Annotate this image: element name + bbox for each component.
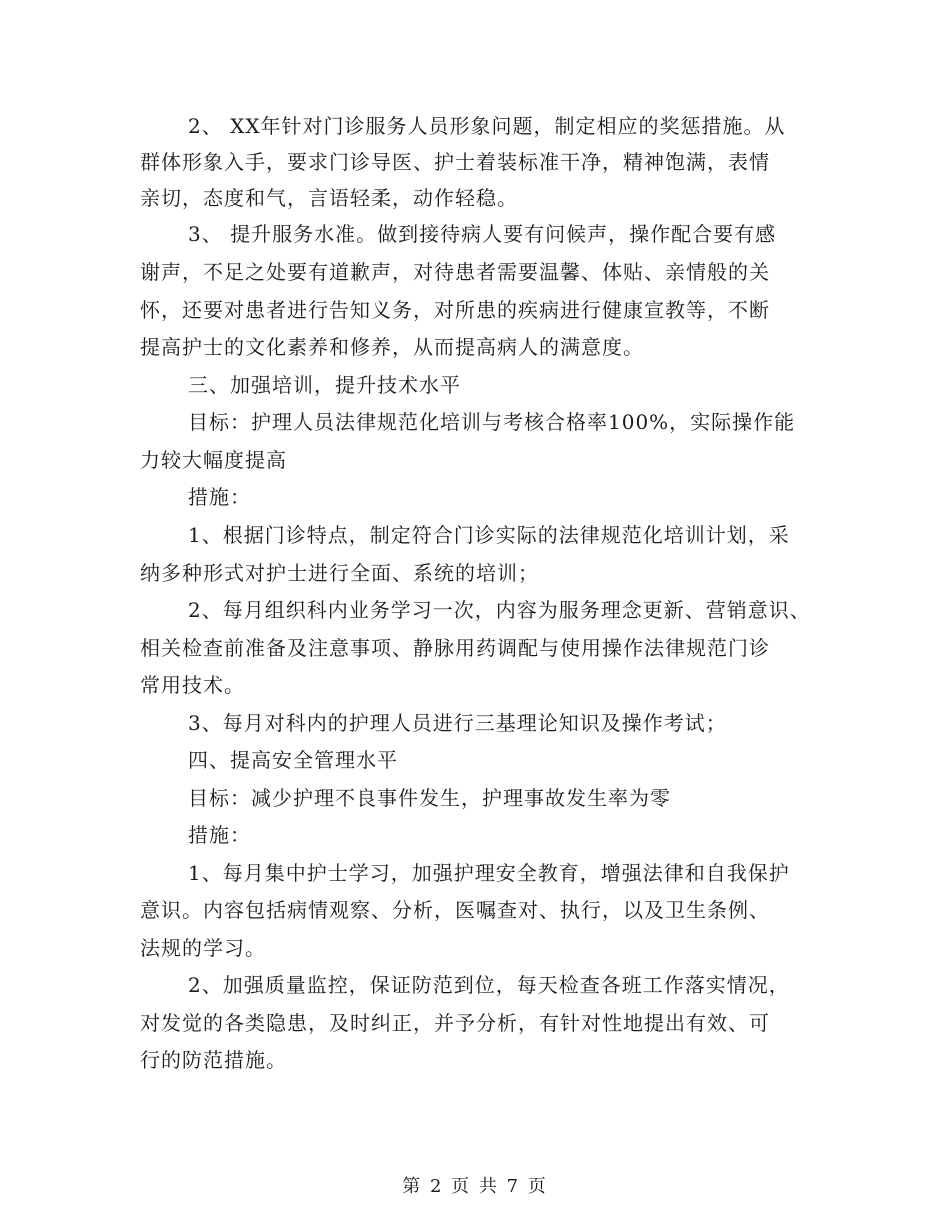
text-line: 怀，还要对患者进行告知义务，对所患的疾病进行健康宣教等，不断 xyxy=(140,298,770,322)
text-line: 3、 提升服务水准。做到接待病人要有问候声，操作配合要有感 xyxy=(188,222,777,246)
text-line: 1、根据门诊特点，制定符合门诊实际的法律规范化培训计划，采 xyxy=(188,523,790,547)
page-number-footer: 第 2 页 共 7 页 xyxy=(402,1176,548,1197)
text-line: 亲切，态度和气，言语轻柔，动作轻稳。 xyxy=(140,186,518,210)
text-line: 行的防范措施。 xyxy=(140,1048,287,1072)
text-line: 群体形象入手，要求门诊导医、护士着装标准干净，精神饱满，表情 xyxy=(140,150,770,174)
text-line: 对发觉的各类隐患，及时纠正，并予分析，有针对性地提出有效、可 xyxy=(140,1011,770,1035)
text-line: 意识。内容包括病情观察、分析，医嘱查对、执行，以及卫生条例、 xyxy=(140,898,770,922)
text-line: 相关检查前准备及注意事项、静脉用药调配与使用操作法律规范门诊 xyxy=(140,636,770,660)
text-line: 常用技术。 xyxy=(140,673,245,697)
text-line: 2、每月组织科内业务学习一次，内容为服务理念更新、营销意识、 xyxy=(188,598,811,622)
text-line: 3、每月对科内的护理人员进行三基理论知识及操作考试； xyxy=(188,711,727,735)
text-line: 2、 XX年针对门诊服务人员形象问题，制定相应的奖惩措施。从 xyxy=(188,114,786,138)
text-line: 谢声，不足之处要有道歉声，对待患者需要温馨、体贴、亲情般的关 xyxy=(140,260,770,284)
text-line: 目标：护理人员法律规范化培训与考核合格率100%，实际操作能 xyxy=(188,410,796,434)
text-line: 1、每月集中护士学习，加强护理安全教育，增强法律和自我保护 xyxy=(188,861,790,885)
text-line: 纳多种形式对护士进行全面、系统的培训； xyxy=(140,561,539,585)
section-heading: 四、提高安全管理水平 xyxy=(188,748,398,772)
text-line: 2、加强质量监控，保证防范到位，每天检查各班工作落实情况， xyxy=(188,973,790,997)
text-line: 措施： xyxy=(188,823,251,847)
text-line: 目标：减少护理不良事件发生，护理事故发生率为零 xyxy=(188,786,671,810)
section-heading: 三、加强培训，提升技术水平 xyxy=(188,373,461,397)
text-line: 措施： xyxy=(188,485,251,509)
text-line: 提高护士的文化素养和修养，从而提高病人的满意度。 xyxy=(140,335,644,359)
text-line: 力较大幅度提高 xyxy=(140,448,287,472)
text-line: 法规的学习。 xyxy=(140,936,266,960)
